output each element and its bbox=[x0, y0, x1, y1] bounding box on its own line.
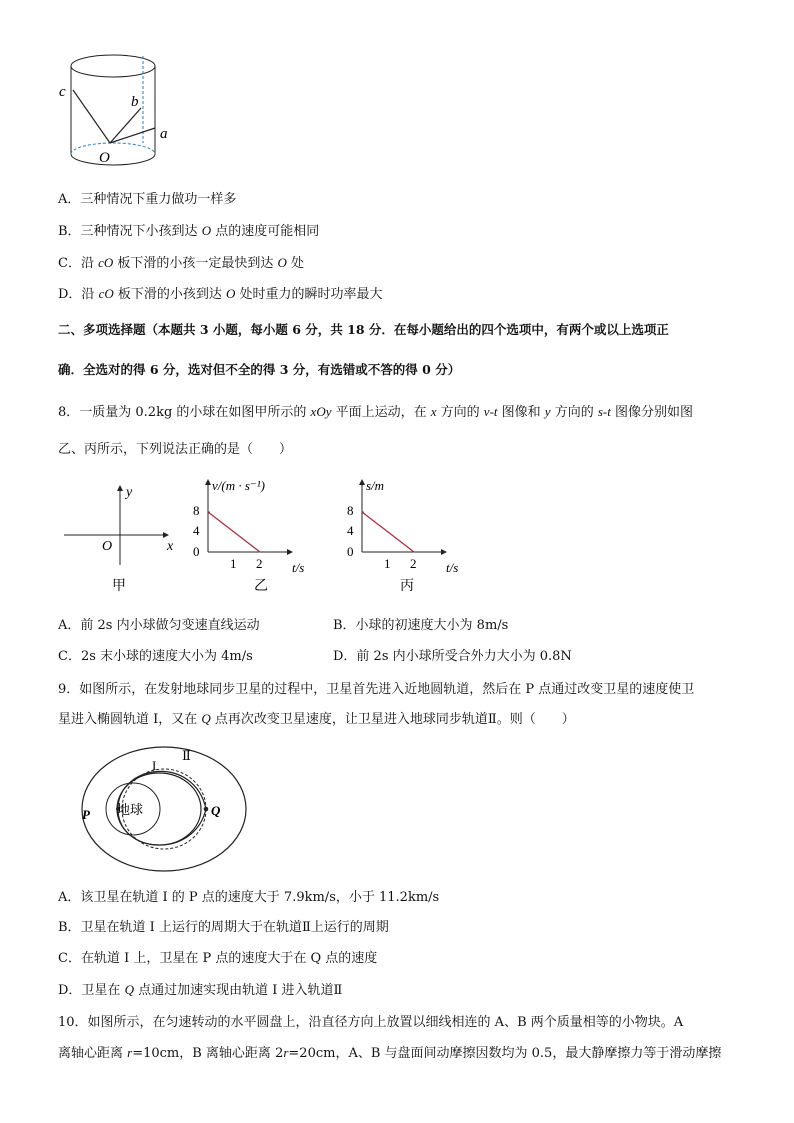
bing-caption: 丙 bbox=[400, 579, 414, 594]
q9-option-a: A．该卫星在轨道 I 的 P 点的速度大于 7.9km/s，小于 11.2km/s bbox=[58, 890, 440, 905]
q9-option-d: D．卫星在 Q 点通过加速实现由轨道 I 进入轨道Ⅱ bbox=[58, 982, 343, 998]
bing-y-label: s/m bbox=[366, 478, 385, 493]
q8-option-b: B．小球的初速度大小为 8m/s bbox=[333, 618, 509, 633]
orbit-i-label: I bbox=[152, 758, 157, 773]
yi-tick-8: 8 bbox=[193, 503, 200, 518]
label-c: c bbox=[59, 84, 66, 100]
jia-x-label: x bbox=[167, 539, 174, 554]
q9-option-b: B．卫星在轨道 I 上运行的周期大于在轨道Ⅱ上运行的周期 bbox=[58, 920, 389, 935]
yi-tick-4: 4 bbox=[193, 523, 200, 538]
bing-tick-8: 8 bbox=[347, 503, 354, 518]
q8-stem-line1: 8．一质量为 0.2kg 的小球在如图甲所示的 xOy 平面上运动，在 x 方向的 v-t 图像和 y 方向的 s-t 图像分别如图 bbox=[58, 404, 693, 420]
cylinder-figure bbox=[55, 50, 175, 175]
yi-series bbox=[208, 512, 260, 552]
orbit-q-label: Q bbox=[211, 803, 221, 818]
q10-stem-line2: 离轴心距离 r=10cm，B 离轴心距离 2r=20cm，A、B 与盘面间动摩擦因数均为 0.5，最大静摩擦力等于滑动摩擦 bbox=[58, 1045, 722, 1061]
fig-jia-axes bbox=[60, 480, 185, 598]
yi-tick-0: 0 bbox=[193, 544, 200, 559]
label-o: O bbox=[99, 150, 110, 166]
bing-tick-4: 4 bbox=[347, 523, 354, 538]
bing-tick-0: 0 bbox=[347, 544, 354, 559]
orbit-p-label: P bbox=[82, 807, 90, 822]
q10-stem-line1: 10．如图所示，在匀速转动的水平圆盘上，沿直径方向上放置以细线相连的 A、B 两个质量相等的小物块。A bbox=[58, 1015, 684, 1030]
q8-option-d: D．前 2s 内小球所受合外力大小为 0.8N bbox=[333, 649, 572, 664]
q8-stem-line2: 乙、丙所示，下列说法正确的是（ ） bbox=[58, 442, 293, 457]
bing-xtick-1: 1 bbox=[384, 556, 391, 571]
q7-option-a: A．三种情况下重力做功一样多 bbox=[58, 192, 237, 207]
bing-series bbox=[362, 512, 414, 552]
jia-o-label: O bbox=[102, 539, 113, 554]
label-a: a bbox=[160, 126, 168, 142]
q9-option-c: C．在轨道 I 上，卫星在 P 点的速度大于在 Q 点的速度 bbox=[58, 951, 378, 966]
q8-option-c: C．2s 末小球的速度大小为 4m/s bbox=[58, 649, 253, 664]
yi-caption: 乙 bbox=[254, 579, 268, 594]
section2-header-line2: 确．全选对的得 6 分，选对但不全的得 3 分，有选错或不答的得 0 分） bbox=[58, 362, 461, 377]
section2-header-line1: 二、多项选择题（本题共 3 小题，每小题 6 分，共 18 分．在每小题给出的四个选项中，有两个或以上选项正 bbox=[58, 322, 669, 337]
label-b: b bbox=[131, 94, 139, 110]
yi-xtick-1: 1 bbox=[230, 556, 237, 571]
bing-series-line bbox=[362, 512, 414, 552]
q9-stem-line2: 星进入椭圆轨道 I，又在 Q 点再次改变卫星速度，让卫星进入地球同步轨道Ⅱ。则（ ） bbox=[58, 711, 575, 727]
bing-x-label: t/s bbox=[446, 560, 459, 575]
yi-x-label: t/s bbox=[292, 560, 305, 575]
orbit-ii-label: Ⅱ bbox=[182, 748, 191, 763]
yi-y-label: v/(m · s⁻¹) bbox=[212, 478, 265, 493]
q8-option-a: A．前 2s 内小球做匀变速直线运动 bbox=[58, 618, 260, 633]
orbit-figure bbox=[74, 742, 254, 877]
orbit-earth-label: 地球 bbox=[117, 802, 144, 817]
jia-y-label: y bbox=[126, 485, 133, 500]
fig-bing-chart bbox=[340, 474, 475, 598]
q7-option-d: D．沿 cO 板下滑的小孩到达 O 处时重力的瞬时功率最大 bbox=[58, 286, 383, 302]
yi-series-line bbox=[208, 512, 260, 552]
bing-xtick-2: 2 bbox=[410, 556, 417, 571]
jia-caption: 甲 bbox=[112, 579, 126, 594]
q7-option-b: B．三种情况下小孩到达 O 点的速度可能相同 bbox=[58, 223, 320, 239]
fig-yi-chart bbox=[186, 474, 321, 598]
yi-xtick-2: 2 bbox=[256, 556, 263, 571]
q9-stem-line1: 9．如图所示，在发射地球同步卫星的过程中，卫星首先进入近地圆轨道，然后在 P 点通过改变卫星的速度使卫 bbox=[58, 682, 695, 697]
q7-option-c: C．沿 cO 板下滑的小孩一定最快到达 O 处 bbox=[58, 255, 305, 271]
